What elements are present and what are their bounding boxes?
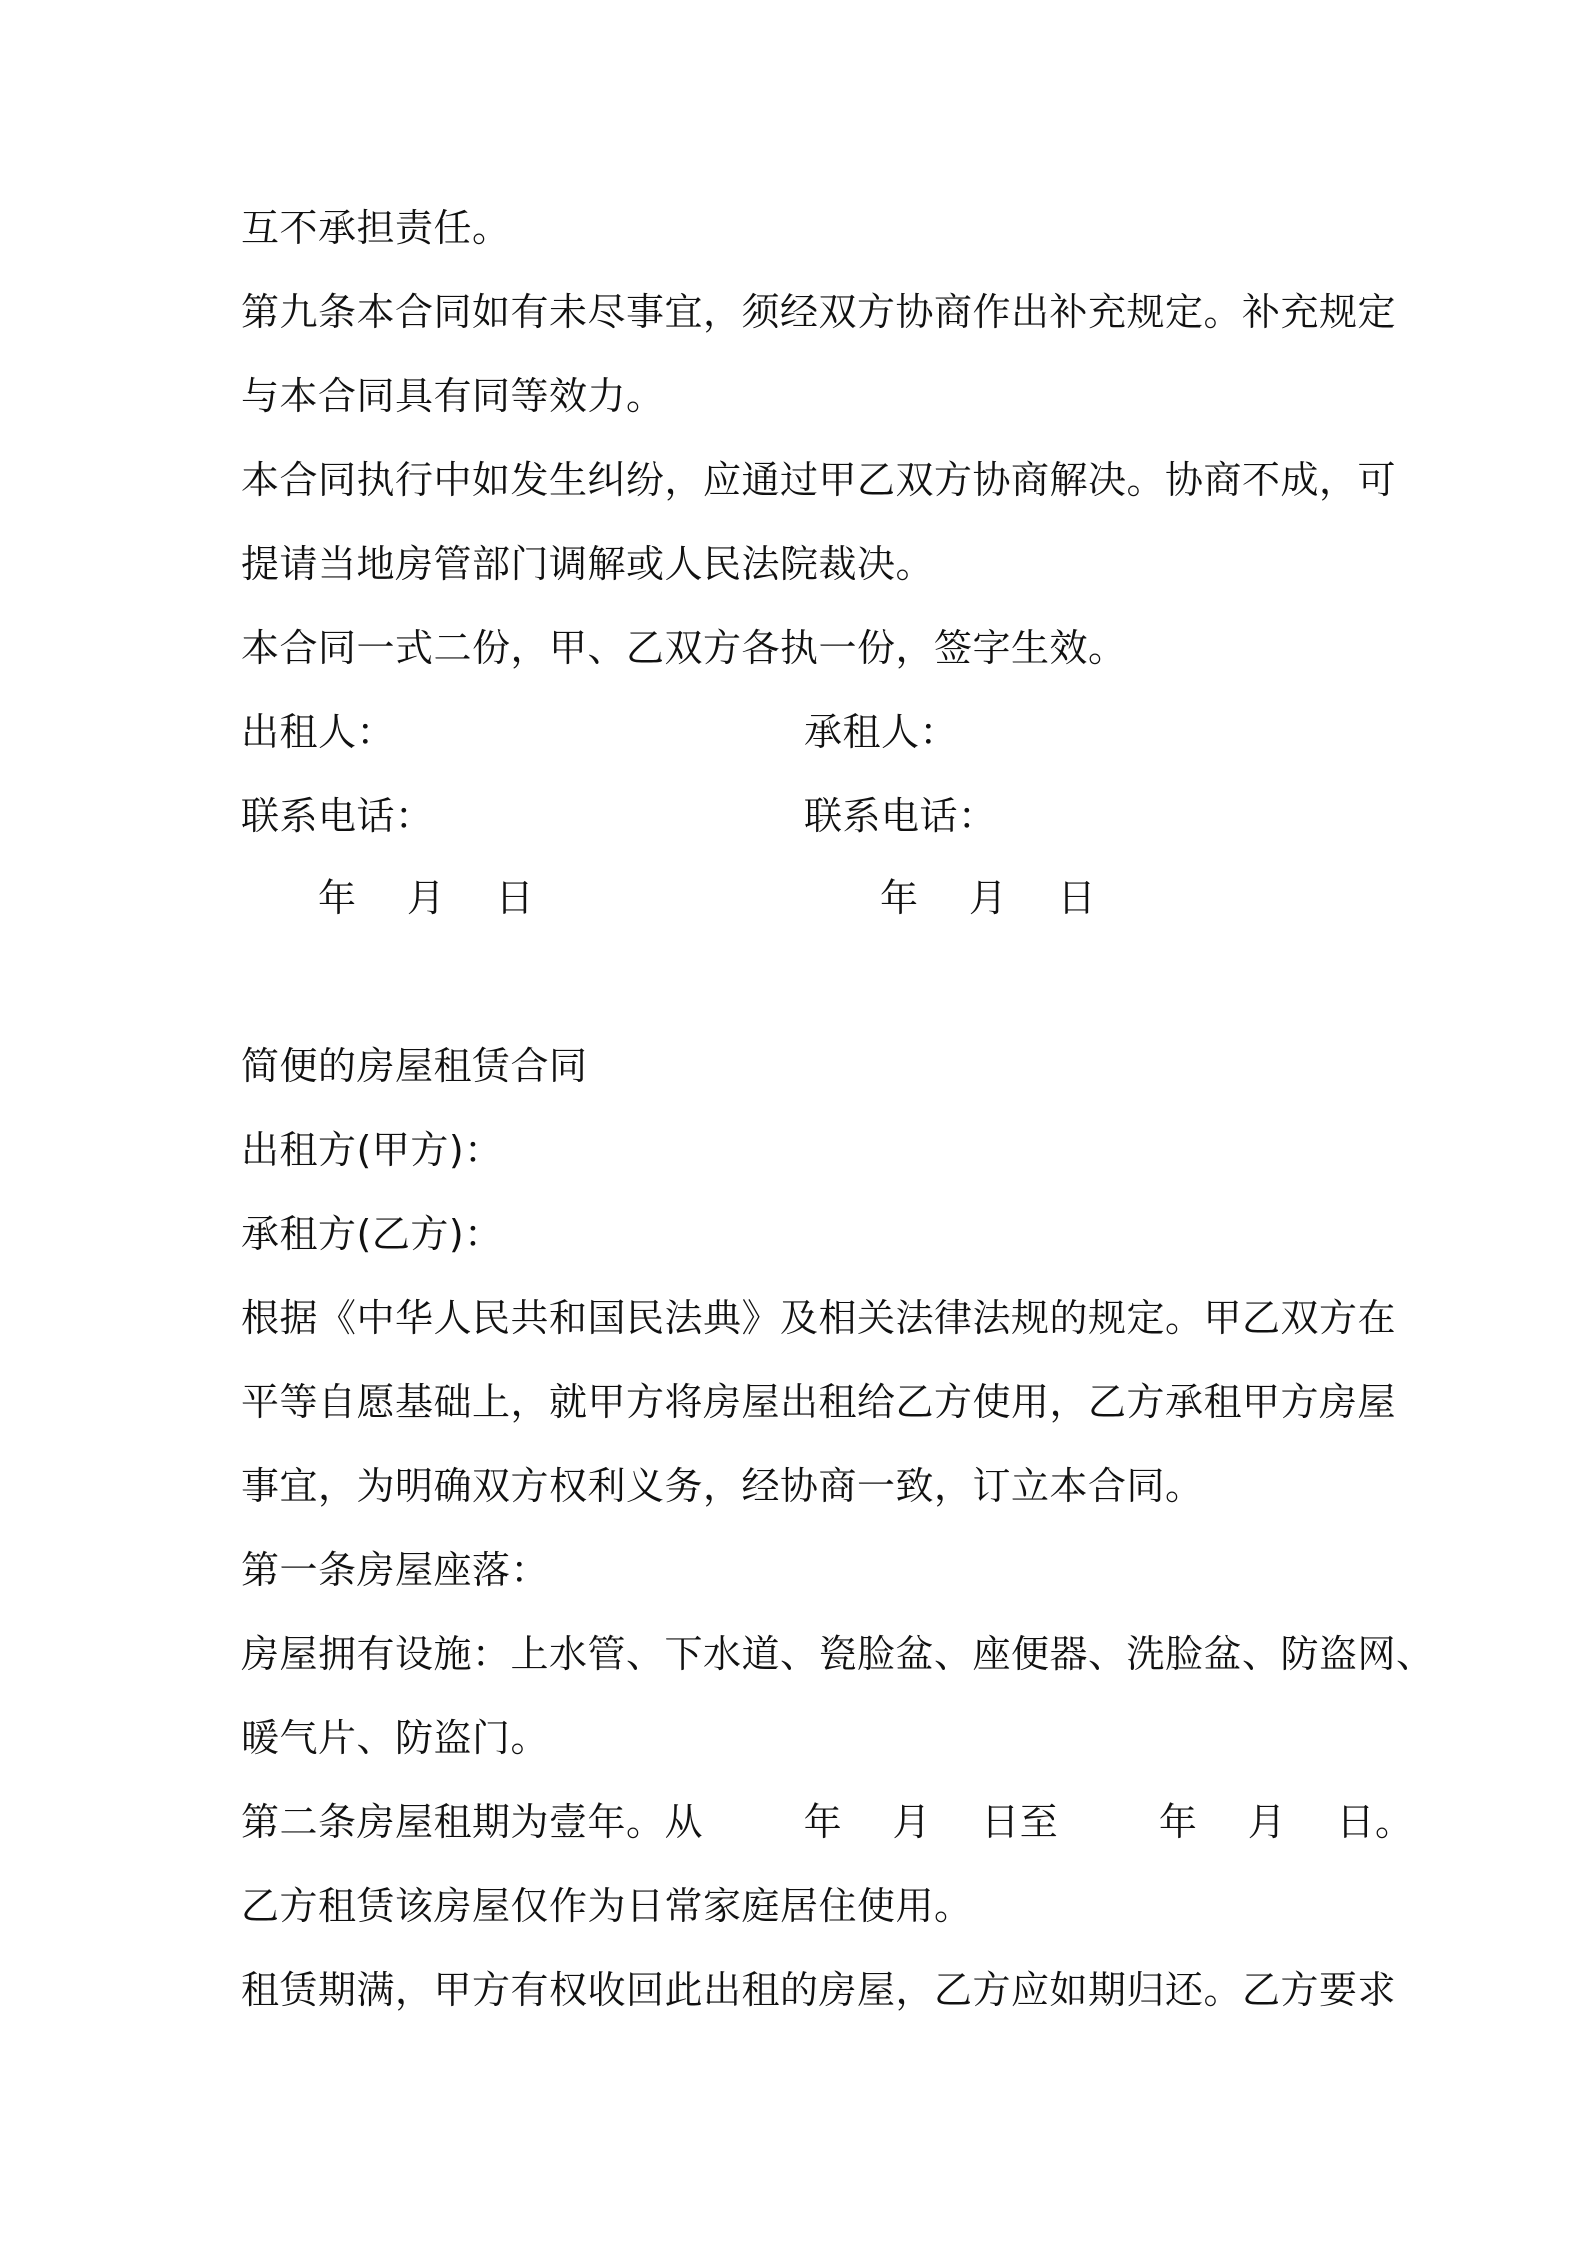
- lessor-party: 出租方(甲方)：: [241, 1128, 503, 1172]
- text-line: 平等自愿基础上，就甲方将房屋出租给乙方使用，乙方承租甲方房屋: [241, 1380, 1397, 1424]
- text-line: 第二条房屋租期为壹年。从 年 月 日至 年 月 日。: [241, 1800, 1414, 1844]
- text-line: 第九条本合同如有未尽事宜，须经双方协商作出补充规定。补充规定: [241, 290, 1397, 334]
- text-line: 事宜，为明确双方权利义务，经协商一致，订立本合同。: [241, 1464, 1204, 1508]
- text-line: 乙方租赁该房屋仅作为日常家庭居住使用。: [241, 1884, 973, 1928]
- contract-title: 简便的房屋租赁合同: [241, 1044, 588, 1088]
- lessor-phone-label: 联系电话：: [241, 794, 434, 838]
- text-line: 互不承担责任。: [241, 206, 511, 250]
- lessee-signature-label: 承租人：: [804, 710, 959, 754]
- lessor-date: 年 月 日: [318, 876, 535, 920]
- lessor-signature-label: 出租人：: [241, 710, 396, 754]
- lessee-party: 承租方(乙方)：: [241, 1212, 503, 1256]
- text-line: 房屋拥有设施：上水管、下水道、瓷脸盆、座便器、洗脸盆、防盗网、: [241, 1632, 1435, 1676]
- lessee-date: 年 月 日: [880, 876, 1097, 920]
- text-line: 本合同执行中如发生纠纷，应通过甲乙双方协商解决。协商不成，可: [241, 458, 1397, 502]
- lessee-phone-label: 联系电话：: [804, 794, 997, 838]
- text-line: 提请当地房管部门调解或人民法院裁决。: [241, 542, 935, 586]
- text-line: 暖气片、防盗门。: [241, 1716, 550, 1760]
- text-line: 与本合同具有同等效力。: [241, 374, 665, 418]
- text-line: 根据《中华人民共和国民法典》及相关法律法规的规定。甲乙双方在: [241, 1296, 1397, 1340]
- text-line: 租赁期满，甲方有权收回此出租的房屋，乙方应如期归还。乙方要求: [241, 1968, 1397, 2012]
- text-line: 本合同一式二份，甲、乙双方各执一份，签字生效。: [241, 626, 1127, 670]
- text-line: 第一条房屋座落：: [241, 1548, 550, 1592]
